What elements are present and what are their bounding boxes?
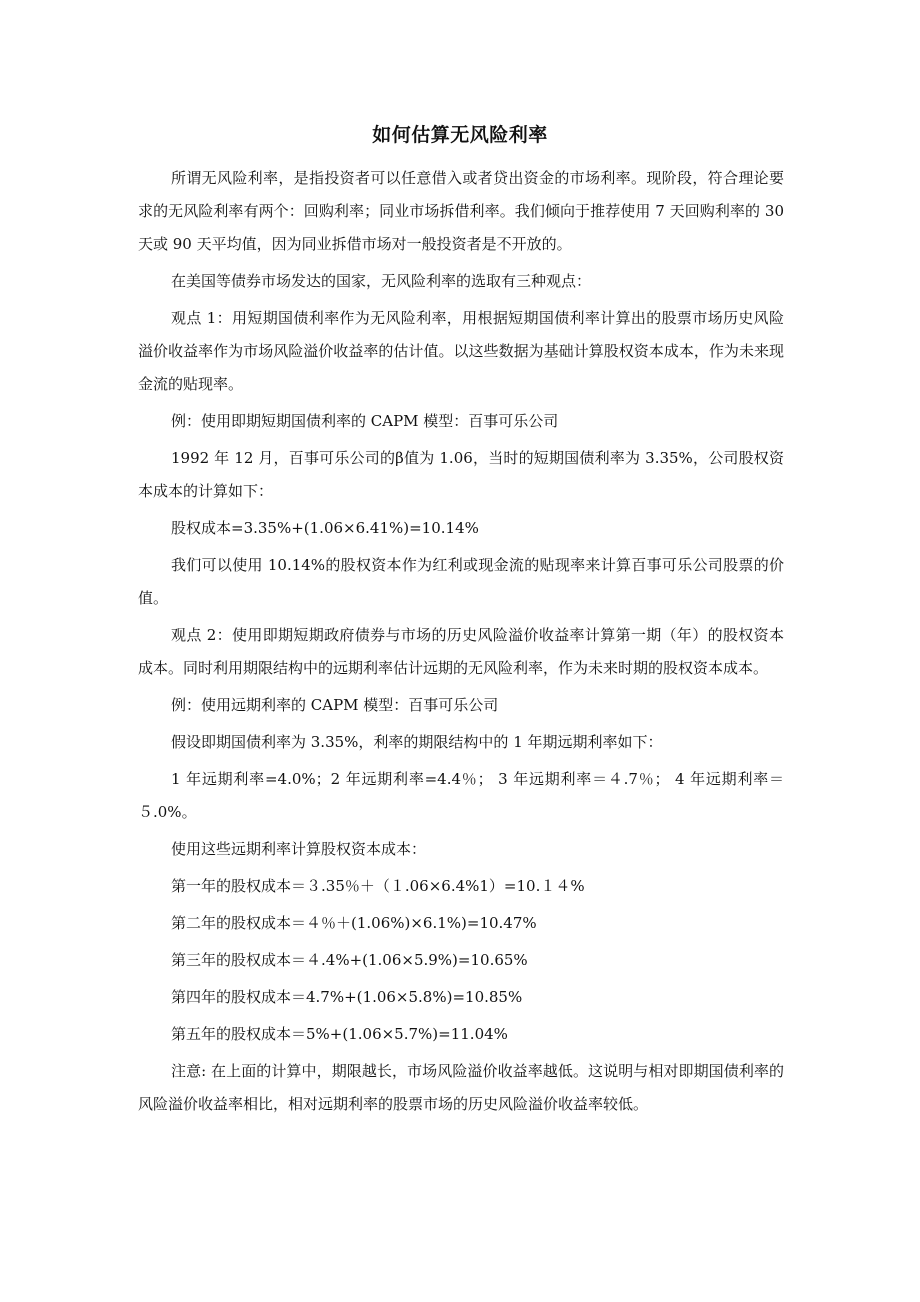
paragraph-spot-rate: 假设即期国债利率为 3.35%，利率的期限结构中的 1 年期远期利率如下： [171,733,663,751]
paragraph-forward-rates: 1 年远期利率=4.0%；2 年远期利率=4.4％； 3 年远期利率＝４.7％； 4 年远期利率＝５.0%。 [138,770,784,821]
paragraph-note: 注意: 在上面的计算中，期限越长，市场风险溢价收益率越低。这说明与相对即期国债利率的风险溢价收益率相比，相对远期利率的股票市场的历史风险溢价收益率较低。 [138,1062,784,1113]
paragraph-example-2: 例：使用远期利率的 CAPM 模型：百事可乐公司 [171,696,499,714]
paragraph-example-1: 例：使用即期短期国债利率的 CAPM 模型：百事可乐公司 [171,412,559,430]
paragraph-viewpoint-1: 观点 1：用短期国债利率作为无风险利率，用根据短期国债利率计算出的股票市场历史风险溢价收益率作为市场风险溢价收益率的估计值。以这些数据为基础计算股权资本成本，作为未来现金流的贴现率。 [138,309,784,393]
paragraph-us-viewpoints: 在美国等债券市场发达的国家，无风险利率的选取有三种观点： [171,272,592,290]
paragraph-viewpoint-2: 观点 2：使用即期短期政府债券与市场的历史风险溢价收益率计算第一期（年）的股权资本成本。同时利用期限结构中的远期利率估计远期的无风险利率，作为未来时期的股权资本成本。 [138,626,784,677]
formula-year-4: 第四年的股权成本＝4.7%+(1.06×5.8%)=10.85% [171,988,523,1006]
paragraph-pepsi-beta: 1992 年 12 月，百事可乐公司的β值为 1.06，当时的短期国债利率为 3.35%，公司股权资本成本的计算如下： [138,449,784,500]
formula-year-3: 第三年的股权成本＝４.4%+(1.06×5.9%)=10.65% [171,951,528,969]
paragraph-definition: 所谓无风险利率，是指投资者可以任意借入或者贷出资金的市场利率。现阶段，符合理论要求的无风险利率有两个：回购利率；同业市场拆借利率。我们倾向于推荐使用 7 天回购利率的 30 天或 90 天平均值，因为同业拆借市场对一般投资者是不开放的。 [138,169,784,253]
formula-year-5: 第五年的股权成本＝5%+(1.06×5.7%)=11.04% [171,1025,508,1043]
formula-year-1: 第一年的股权成本＝３.35％＋（１.06×6.4%1）=10.１４% [171,877,585,895]
page-title: 如何估算无风险利率 [372,124,548,146]
paragraph-use-forward: 使用这些远期利率计算股权资本成本： [171,840,427,858]
formula-year-2: 第二年的股权成本＝４％＋(1.06%)×6.1%)=10.47% [171,914,537,932]
document-body [138,162,784,1121]
formula-equity-cost: 股权成本=3.35%+(1.06×6.41%)=10.14% [171,519,479,537]
paragraph-discount-rate: 我们可以使用 10.14%的股权资本作为红利或现金流的贴现率来计算百事可乐公司股票的价值。 [138,556,784,607]
